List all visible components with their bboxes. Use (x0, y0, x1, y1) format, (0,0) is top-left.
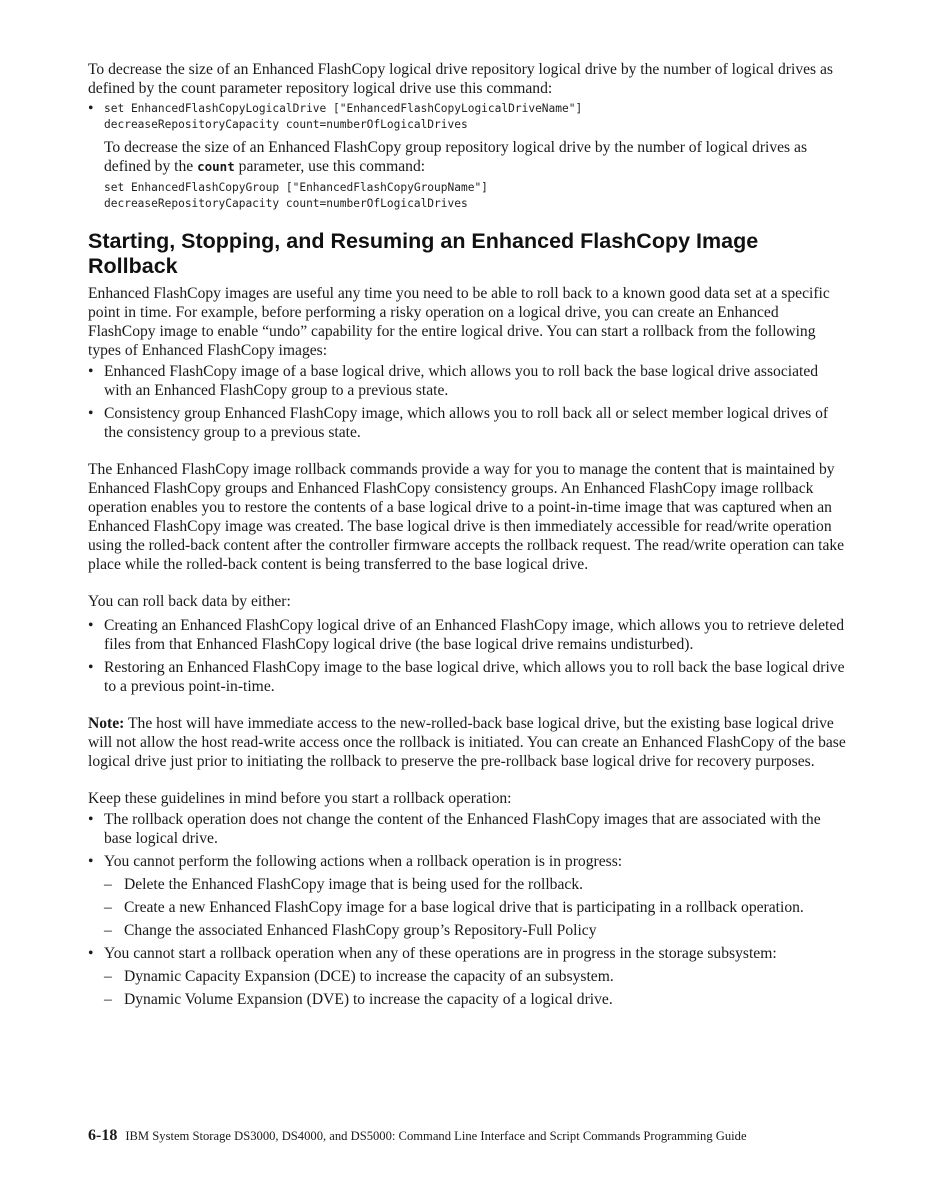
code-line: decreaseRepositoryCapacity count=numberOfLogicalDrives (104, 118, 468, 131)
list-item: • Consistency group Enhanced FlashCopy image, which allows you to roll back all or select member logical drives of the consistency group to a previous state. (88, 404, 848, 442)
note-text: The host will have immediate access to the new-rolled-back base logical drive, but the existing base logical drive will not allow the host read-write access once the rollback is initiated. You can create an Enhanced FlashCopy of the base logical drive just prior to initiating the rollback to preserve the pre-rollback base logical drive for recovery purposes. (88, 715, 846, 770)
list-item: • Restoring an Enhanced FlashCopy image to the base logical drive, which allows you to roll back the base logical drive to a previous point-in-time. (88, 658, 848, 696)
list-item: • Creating an Enhanced FlashCopy logical drive of an Enhanced FlashCopy image, which allows you to retrieve deleted files from that Enhanced FlashCopy logical drive (the base logical drive remains undisturbed). (88, 616, 848, 654)
image-types-list (88, 362, 848, 442)
list-item: • The rollback operation does not change the content of the Enhanced FlashCopy images that are associated with the base logical drive. (88, 810, 848, 848)
page-footer (88, 1127, 888, 1145)
sublist-item: – Create a new Enhanced FlashCopy image for a base logical drive that is participating in a rollback operation. (88, 898, 848, 917)
sublist-item: – Dynamic Capacity Expansion (DCE) to increase the capacity of an subsystem. (88, 967, 848, 986)
document-page (88, 60, 848, 1009)
guidelines-list (88, 810, 848, 871)
section-paragraph-3: You can roll back data by either: (88, 593, 291, 610)
intro-paragraph-2-text-end: parameter, use this command: (234, 158, 426, 175)
section-paragraph-2: The Enhanced FlashCopy image rollback commands provide a way for you to manage the content that is maintained by Enhanced FlashCopy groups and Enhanced FlashCopy consistency groups. An Enhanced FlashCopy image rollback operation enables you to restore the contents of a base logical drive to a point-in-time image that was captured when an Enhanced FlashCopy image was created. The base logical drive is then immediately accessible for read/write operation using the rolled-back content after the controller firmware accepts the rollback request. The read/write operation can take place while the rolled-back content is being transferred to the base logical drive. (88, 461, 845, 573)
guideline-sublist (88, 875, 848, 940)
code-line: decreaseRepositoryCapacity count=numberOfLogicalDrives (104, 197, 468, 210)
sublist-item: – Delete the Enhanced FlashCopy image that is being used for the rollback. (88, 875, 848, 894)
guideline-sublist-2 (88, 967, 848, 1009)
intro-command-item (88, 99, 848, 212)
footer-title: IBM System Storage DS3000, DS4000, and DS5000: Command Line Interface and Script Commands Programming Guide (125, 1129, 747, 1143)
sublist-item: – Dynamic Volume Expansion (DVE) to increase the capacity of a logical drive. (88, 990, 848, 1009)
section-heading: Starting, Stopping, and Resuming an Enhanced FlashCopy Image Rollback (88, 229, 759, 278)
list-item: • Enhanced FlashCopy image of a base logical drive, which allows you to roll back the base logical drive associated with an Enhanced FlashCopy group to a previous state. (88, 362, 848, 400)
sublist-item: – Change the associated Enhanced FlashCopy group’s Repository-Full Policy (88, 921, 848, 940)
code-line: • set EnhancedFlashCopyLogicalDrive ["EnhancedFlashCopyLogicalDriveName"] (104, 102, 583, 115)
page-number: 6-18 (88, 1127, 118, 1144)
section-paragraph-1: Enhanced FlashCopy images are useful any time you need to be able to roll back to a known good data set at a specific point in time. For example, before performing a risky operation on a logical drive, you can create an Enhanced FlashCopy image to enable “undo” capability for the entire logical drive. You can start a rollback from the following types of Enhanced FlashCopy images: (88, 285, 830, 359)
section-paragraph-4: Keep these guidelines in mind before you start a rollback operation: (88, 790, 512, 807)
intro-paragraph-2-text: To decrease the size of an Enhanced FlashCopy group repository logical drive by the number of logical drives as defined by the (104, 139, 808, 175)
count-keyword: count (197, 159, 235, 174)
intro-paragraph-2 (104, 138, 848, 176)
guidelines-list-continued (88, 944, 848, 963)
intro-paragraph-1: To decrease the size of an Enhanced FlashCopy logical drive repository logical drive by the number of logical drives as defined by the count parameter repository logical drive use this command: (88, 61, 834, 97)
code-line: set EnhancedFlashCopyGroup ["EnhancedFlashCopyGroupName"] (104, 181, 488, 194)
rollback-methods-list (88, 616, 848, 696)
list-item-text: You cannot perform the following actions when a rollback operation is in progress: (104, 853, 623, 870)
note-label: Note: (88, 715, 125, 732)
list-item (88, 852, 848, 871)
intro-command-list (88, 99, 848, 212)
list-item: • You cannot start a rollback operation when any of these operations are in progress in the storage subsystem: (88, 944, 848, 963)
note-paragraph (88, 714, 848, 771)
